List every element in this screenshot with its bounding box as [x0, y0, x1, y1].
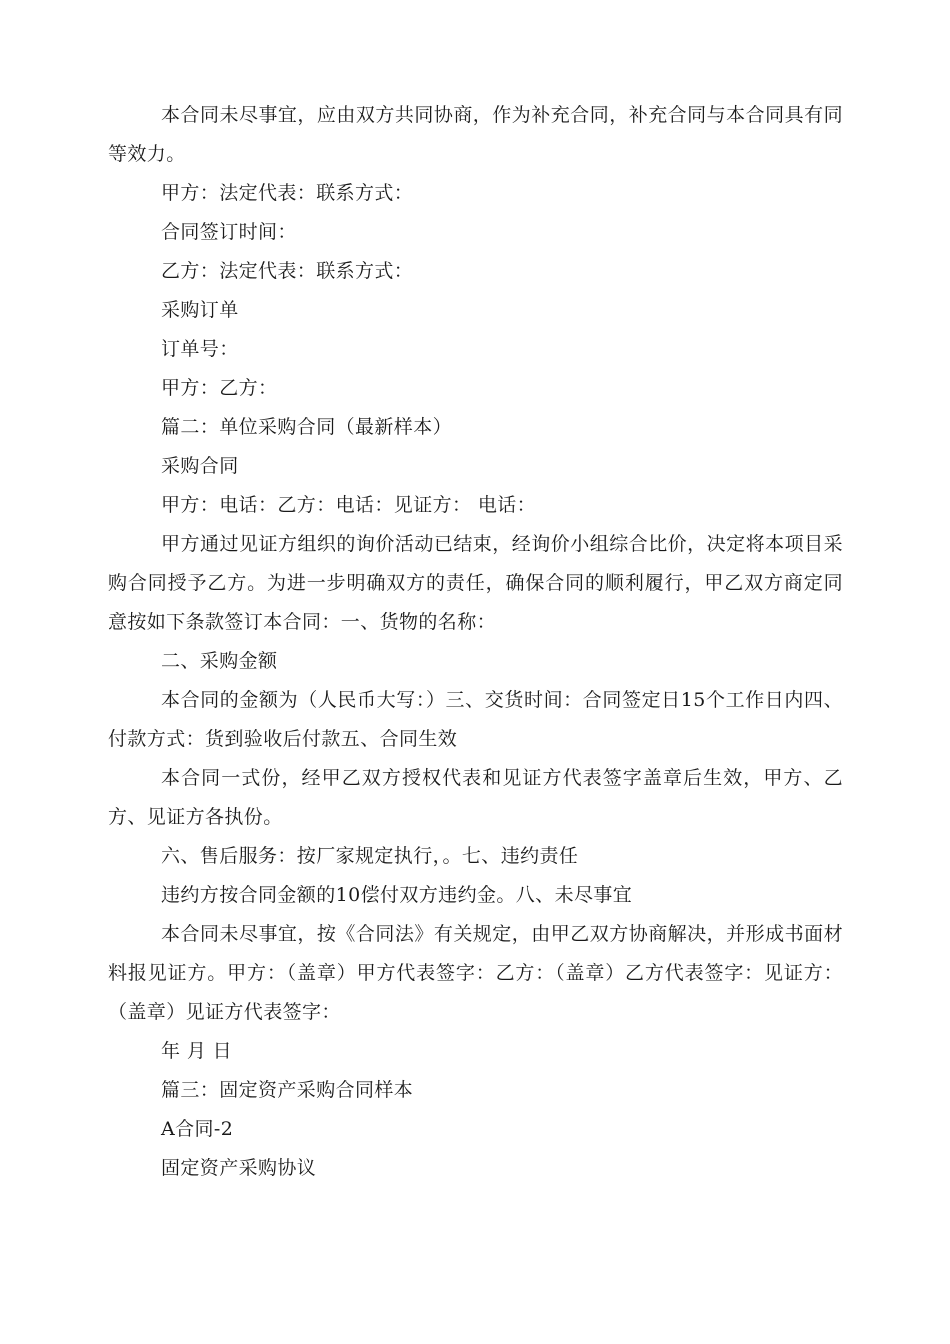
- document-body: [108, 96, 843, 1188]
- paragraph-signing-date: 合同签订时间：: [161, 221, 297, 243]
- paragraph-contract-code: A合同-2: [161, 1118, 234, 1140]
- paragraph-party-a-info: 甲方：法定代表：联系方式：: [161, 182, 414, 204]
- paragraph-signatures: 本合同未尽事宜，按《合同法》有关规定，由甲乙双方协商解决，并形成书面材料报见证方。甲方：（盖章）甲方代表签字：乙方：（盖章）乙方代表签字：见证方：（盖章）见证方代表签字：: [108, 923, 843, 1023]
- paragraph-amount-delivery-payment: 本合同的金额为（人民币大写：）三、交货时间：合同签定日15个工作日内四、付款方式：货到验收后付款五、合同生效: [108, 689, 843, 750]
- heading-purchase-contract: 采购合同: [161, 455, 239, 477]
- paragraph-date: 年 月 日: [161, 1040, 233, 1062]
- heading-purchase-amount: 二、采购金额: [161, 650, 278, 672]
- paragraph-contract-intro: 甲方通过见证方组织的询价活动已结束，经询价小组综合比价，决定将本项目采购合同授予乙方。为进一步明确双方的责任，确保合同的顺利履行，甲乙双方商定同意按如下条款签订本合同：一、货物的名称：: [108, 533, 843, 633]
- paragraph-supplementary-clause: 本合同未尽事宜，应由双方共同协商，作为补充合同，补充合同与本合同具有同等效力。: [108, 104, 843, 165]
- paragraph-breach: 违约方按合同金额的10偿付双方违约金。八、未尽事宜: [161, 884, 633, 906]
- heading-purchase-order: 采购订单: [161, 299, 239, 321]
- heading-section-three: 篇三：固定资产采购合同样本: [161, 1079, 414, 1101]
- paragraph-order-number: 订单号：: [161, 338, 239, 360]
- paragraph-after-sales: 六、售后服务：按厂家规定执行，。七、违约责任: [161, 845, 579, 867]
- paragraph-effectiveness: 本合同一式份，经甲乙双方授权代表和见证方代表签字盖章后生效，甲方、乙方、见证方各执份。: [108, 767, 843, 828]
- heading-section-two: 篇二：单位采购合同（最新样本）: [161, 416, 453, 438]
- paragraph-contacts: 甲方：电话：乙方：电话：见证方： 电话：: [161, 494, 537, 516]
- heading-fixed-asset-agreement: 固定资产采购协议: [161, 1157, 317, 1179]
- paragraph-parties: 甲方：乙方：: [161, 377, 278, 399]
- paragraph-party-b-info: 乙方：法定代表：联系方式：: [161, 260, 414, 282]
